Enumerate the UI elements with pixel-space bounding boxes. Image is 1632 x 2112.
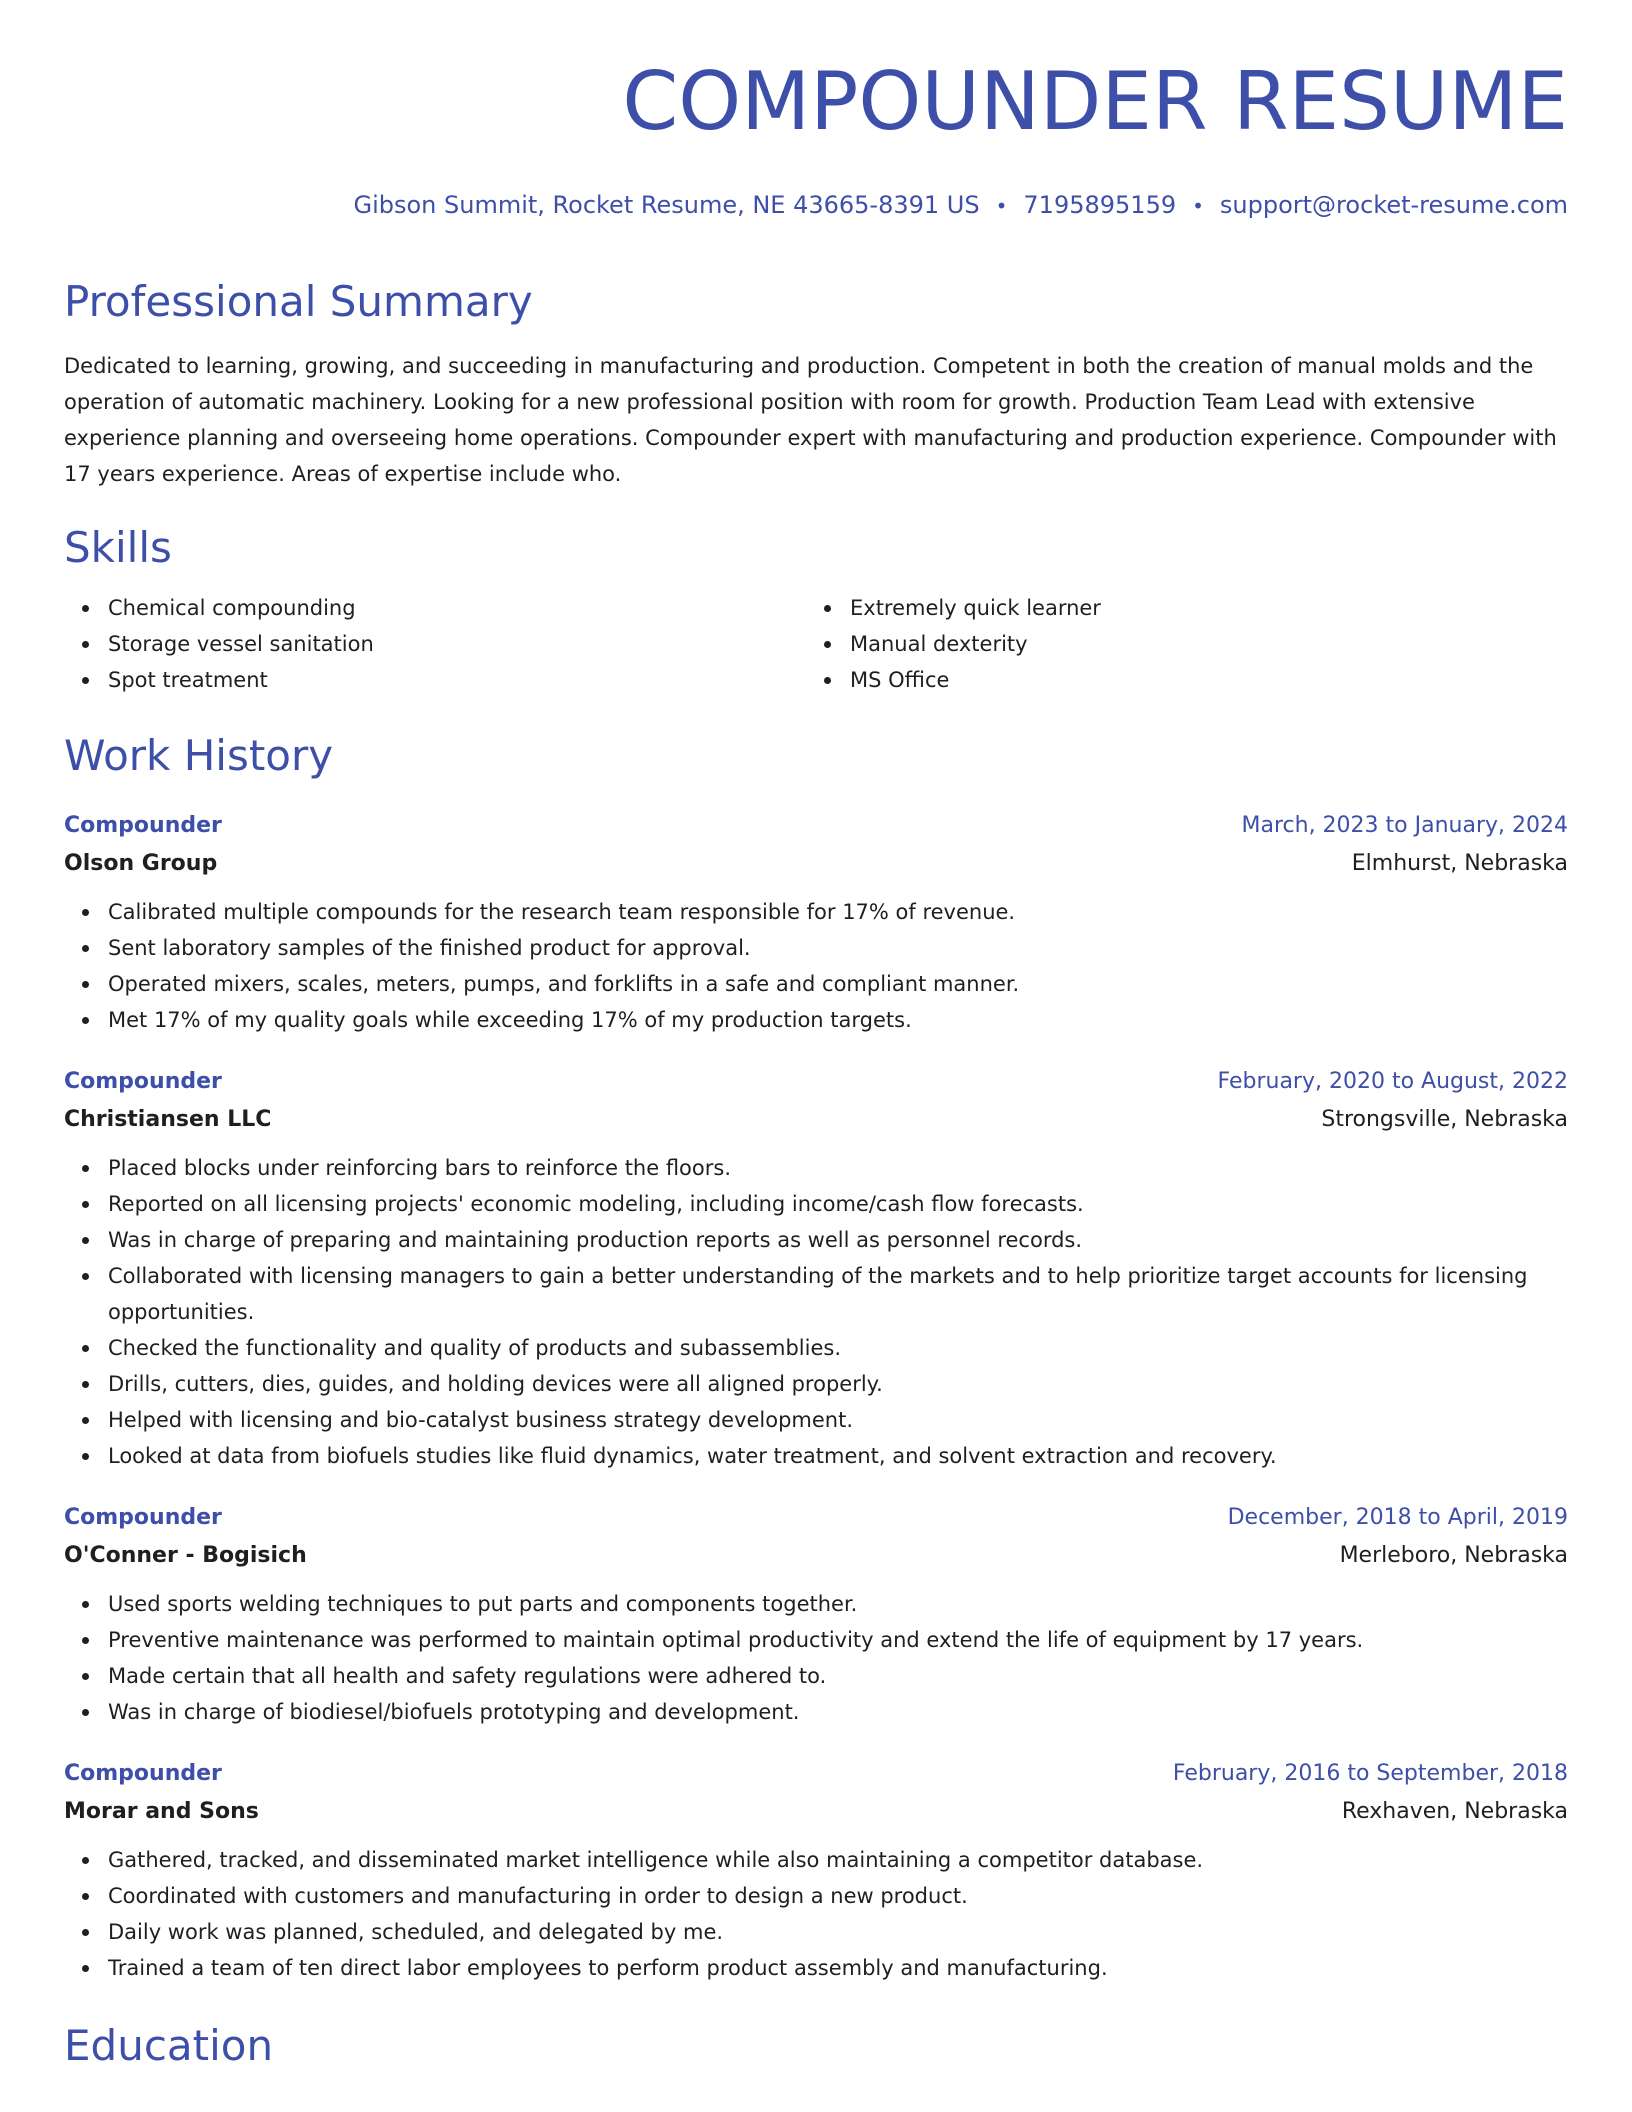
job-bullet: Drills, cutters, dies, guides, and holding devices were all aligned properly. <box>108 1366 1568 1402</box>
jobs-list <box>64 808 1568 1986</box>
job-entry <box>64 1500 1568 1730</box>
job-bullet: Placed blocks under reinforcing bars to reinforce the floors. <box>108 1150 1568 1186</box>
education-heading: Education <box>64 2021 274 2070</box>
job-dates: February, 2016 to September, 2018 <box>1172 1761 1568 1786</box>
job-bullet: Reported on all licensing projects' economic modeling, including income/cash flow forecasts. <box>108 1186 1568 1222</box>
job-title: Compounder <box>64 1761 222 1786</box>
resume-page <box>64 0 1568 2074</box>
job-location: Rexhaven, Nebraska <box>1341 1799 1568 1824</box>
work-history-heading: Work History <box>64 731 334 780</box>
contact-separator: • <box>1192 194 1204 218</box>
job-bullet: Daily work was planned, scheduled, and delegated by me. <box>108 1914 1568 1950</box>
job-location: Merleboro, Nebraska <box>1339 1543 1568 1568</box>
job-bullets <box>64 894 1568 1038</box>
job-bullets <box>64 1842 1568 1986</box>
job-entry <box>64 1756 1568 1986</box>
job-bullet: Was in charge of preparing and maintaining production reports as well as personnel records. <box>108 1222 1568 1258</box>
resume-title: COMPOUNDER RESUME <box>622 55 1568 148</box>
job-company: Christiansen LLC <box>64 1107 272 1132</box>
job-bullet: Helped with licensing and bio-catalyst business strategy development. <box>108 1402 1568 1438</box>
skill-item: Chemical compounding <box>108 590 806 626</box>
job-bullet: Trained a team of ten direct labor employees to perform product assembly and manufacturing. <box>108 1950 1568 1986</box>
job-bullet: Checked the functionality and quality of products and subassemblies. <box>108 1330 1568 1366</box>
job-company: O'Conner - Bogisich <box>64 1543 307 1568</box>
summary-text: Dedicated to learning, growing, and succeeding in manufacturing and production. Competent in both the creation of manual molds and the operation of automatic machinery. Looking for a new professional position with room for growth. Production Team Lead with extensive experience planning and overseeing home operations. Compounder expert with manufacturing and production experience. Compounder with 17 years experience. Areas of expertise include who. <box>64 354 1557 486</box>
job-bullet: Coordinated with customers and manufacturing in order to design a new product. <box>108 1878 1568 1914</box>
job-dates: December, 2018 to April, 2019 <box>1227 1505 1568 1530</box>
job-location: Elmhurst, Nebraska <box>1351 851 1568 876</box>
job-bullet: Preventive maintenance was performed to maintain optimal productivity and extend the life of equipment by 17 years. <box>108 1622 1568 1658</box>
job-bullet: Used sports welding techniques to put parts and components together. <box>108 1586 1568 1622</box>
contact-separator: • <box>995 194 1008 218</box>
job-entry <box>64 1064 1568 1474</box>
job-bullet: Looked at data from biofuels studies like fluid dynamics, water treatment, and solvent extraction and recovery. <box>108 1438 1568 1474</box>
job-bullet: Operated mixers, scales, meters, pumps, and forklifts in a safe and compliant manner. <box>108 966 1568 1002</box>
job-dates: February, 2020 to August, 2022 <box>1217 1069 1568 1094</box>
contact-email[interactable]: support@rocket-resume.com <box>1219 191 1568 219</box>
contact-phone: 7195895159 <box>1023 191 1177 219</box>
job-bullets <box>64 1150 1568 1474</box>
job-company: Olson Group <box>64 851 218 876</box>
job-bullet: Sent laboratory samples of the finished product for approval. <box>108 930 1568 966</box>
job-location: Strongsville, Nebraska <box>1321 1107 1568 1132</box>
skill-item: Manual dexterity <box>850 626 1548 662</box>
summary-heading: Professional Summary <box>64 277 533 326</box>
contact-line <box>64 188 1568 223</box>
job-bullet: Gathered, tracked, and disseminated market intelligence while also maintaining a competitor database. <box>108 1842 1568 1878</box>
job-title: Compounder <box>64 1505 222 1530</box>
job-bullet: Calibrated multiple compounds for the research team responsible for 17% of revenue. <box>108 894 1568 930</box>
job-title: Compounder <box>64 813 222 838</box>
job-bullet: Made certain that all health and safety regulations were adhered to. <box>108 1658 1568 1694</box>
skill-item: MS Office <box>850 662 1548 698</box>
job-entry <box>64 808 1568 1038</box>
job-dates: March, 2023 to January, 2024 <box>1241 813 1568 838</box>
job-title: Compounder <box>64 1069 222 1094</box>
skill-item: Extremely quick learner <box>850 590 1548 626</box>
job-bullet: Collaborated with licensing managers to gain a better understanding of the markets and to help prioritize target accounts for licensing opportunities. <box>108 1258 1568 1330</box>
skills-heading: Skills <box>64 523 172 572</box>
skills-list <box>64 590 1568 698</box>
skills-column-left <box>64 590 806 698</box>
skill-item: Storage vessel sanitation <box>108 626 806 662</box>
resume-header <box>64 0 1568 223</box>
contact-address: Gibson Summit, Rocket Resume, NE 43665-8391 US <box>353 191 980 219</box>
skills-column-right <box>806 590 1548 698</box>
job-bullets <box>64 1586 1568 1730</box>
job-company: Morar and Sons <box>64 1799 259 1824</box>
job-bullet: Was in charge of biodiesel/biofuels prototyping and development. <box>108 1694 1568 1730</box>
job-bullet: Met 17% of my quality goals while exceeding 17% of my production targets. <box>108 1002 1568 1038</box>
skill-item: Spot treatment <box>108 662 806 698</box>
